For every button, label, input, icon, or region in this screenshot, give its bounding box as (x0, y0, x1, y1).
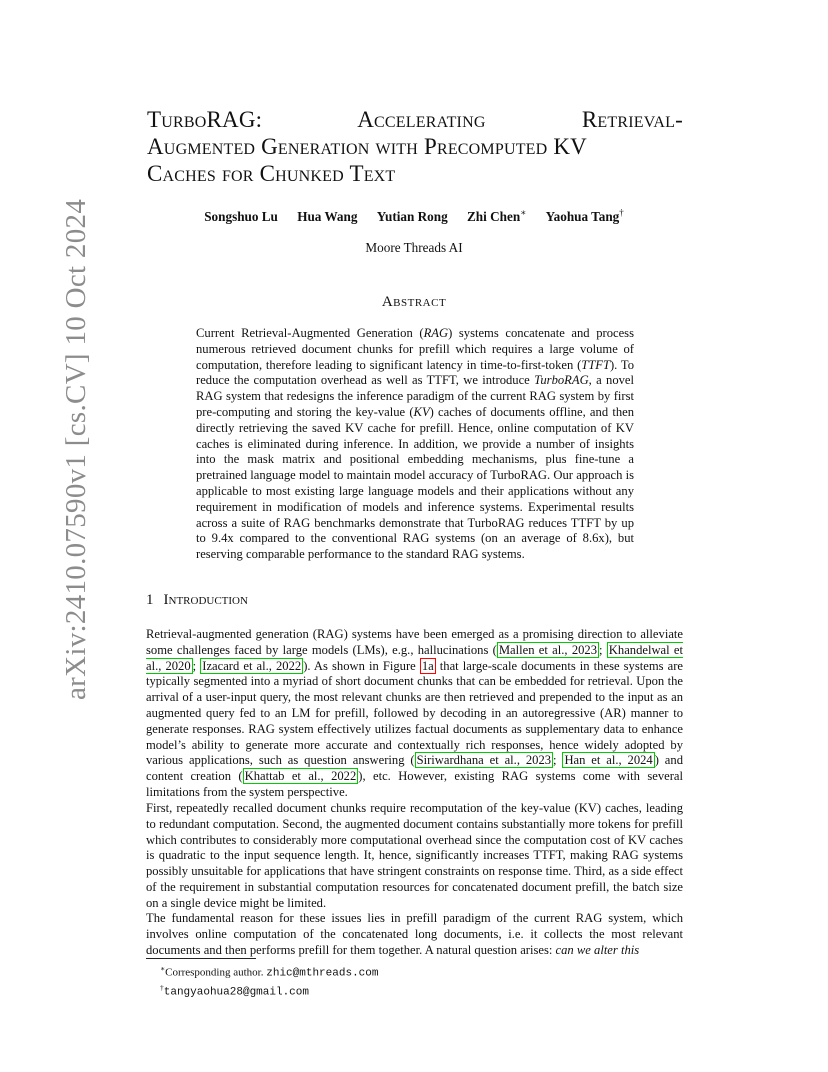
citation-link[interactable]: Izacard et al., 2022 (202, 658, 302, 673)
citation-link[interactable]: Khandelwal et al., 2020 (146, 642, 684, 673)
intro-paragraph-2: First, repeatedly recalled document chunks require recomputation of the key-value (KV) caches, leading to redundant computation. Second, the augmented document contains substantially more tokens for prefill which contributes to considerably more computational overhead since the computation cost of KV caches is quadratic to the input sequence length. It, hence, significantly increases TTFT, making RAG systems possibly unsuitable for applications that have stringent constraints on response time. Third, as a side effect of the requirement in substantial computation resources for concatenated document prefill, the batch size on a single device might be limited. (146, 801, 683, 910)
author: Hua Wang (297, 209, 358, 225)
abstract-heading: Abstract (381, 294, 447, 310)
affiliation: Moore Threads AI (365, 240, 463, 255)
abstract-body: Current Retrieval-Augmented Generation (RAG) systems concatenate and process numerous retrieved document chunks for prefill which requires a large volume of computation, therefore leading to significant latency in time-to-first-token (TTFT). To reduce the computation overhead as well as TTFT, we introduce TurboRAG, a novel RAG system that redesigns the inference paradigm of the current RAG system by first pre-computing and storing the key-value (KV) caches of documents offline, and then directly retrieving the saved KV cache for prefill. Hence, online computation of KV caches is eliminated during inference. In addition, we provide a number of insights into the mask matrix and positional embedding mechanisms, plus fine-tune a pretrained language model to maintain model accuracy of TurboRAG. Our approach is applicable to most existing large language models and their applications without any requirement in modification of models and inference systems. Experimental results across a suite of RAG benchmarks demonstrate that TurboRAG reduces TTFT by up to 9.4x compared to the conventional RAG systems (on an average of 8.6x), but reserving comparable performance to the standard RAG systems. (196, 326, 634, 562)
footnotes (160, 962, 378, 1000)
intro-paragraph-1: Retrieval-augmented generation (RAG) systems have been emerged as a promising direction to alleviate some challenges faced by large models (LMs), e.g., hallucinations ( Mallen et al., 2023 ; Khandelwal et al., 2020 ; Izacard et al., 2022 ). As shown in Figure 1a that large-scale documents in these systems are typically segmented into a myriad of short document chunks that can be embedded for retrieval. Upon the arrival of a user-input query, the most relevant chunks are then retrieved and prepended to the input as an augmented query fed to an LM for prefill, followed by decoding in an autoregressive (AR) manner to generate responses. RAG system effectively utilizes factual documents as supplementary data to enhance model’s ability to generate more accurate and contextually rich responses, hence widely adopted by various applications, such as question answering ( Siriwardhana et al., 2023 ; Han et al., 2024 ) and content creation ( Khattab et al., 2022 ), etc. However, existing RAG systems come with several limitations from the system perspective. (146, 627, 684, 799)
title-line-1: TurboRAG: Accelerating Retrieval- (147, 107, 683, 132)
author-footnote-mark: ∗ (520, 208, 527, 218)
figure-reference-link[interactable]: 1a (421, 658, 434, 673)
author: Songshuo Lu (204, 209, 278, 225)
section-number: 1 (146, 592, 154, 608)
email-address[interactable]: zhic@mthreads.com (266, 967, 379, 980)
email-address[interactable]: tangyaohua28@gmail.com (163, 986, 309, 999)
footnote-corresponding-author: ∗Corresponding author. zhic@mthreads.com (160, 964, 379, 980)
author-list (0, 208, 828, 225)
footnote-email: †tangyaohua28@gmail.com (160, 983, 309, 999)
author-footnote-mark: † (619, 208, 624, 218)
title-line-2: Augmented Generation with Precomputed KV (147, 134, 587, 159)
author: Yutian Rong (376, 209, 448, 225)
citation-link[interactable]: Khattab et al., 2022 (244, 769, 357, 784)
author: Yaohua Tang† (545, 208, 624, 225)
arxiv-identifier-stamp: arXiv:2410.07590v1 [cs.CV] 10 Oct 2024 (60, 198, 92, 700)
citation-link[interactable]: Han et al., 2024 (564, 753, 653, 768)
citation-link[interactable]: Mallen et al., 2023 (498, 642, 598, 657)
author: Zhi Chen∗ (467, 208, 527, 225)
paper-title (147, 106, 683, 187)
title-line-3: Caches for Chunked Text (147, 161, 396, 186)
footnote-divider (146, 958, 256, 959)
section-heading-introduction (146, 592, 248, 609)
intro-paragraph-3: The fundamental reason for these issues lies in prefill paradigm of the current RAG system, which involves online computation of the concatenated long documents, i.e. it collects the most relevant documents and then performs prefill for them together. A natural question arises: can we alter this (146, 911, 683, 957)
section-title: Introduction (163, 592, 248, 608)
citation-link[interactable]: Siriwardhana et al., 2023 (416, 753, 552, 768)
